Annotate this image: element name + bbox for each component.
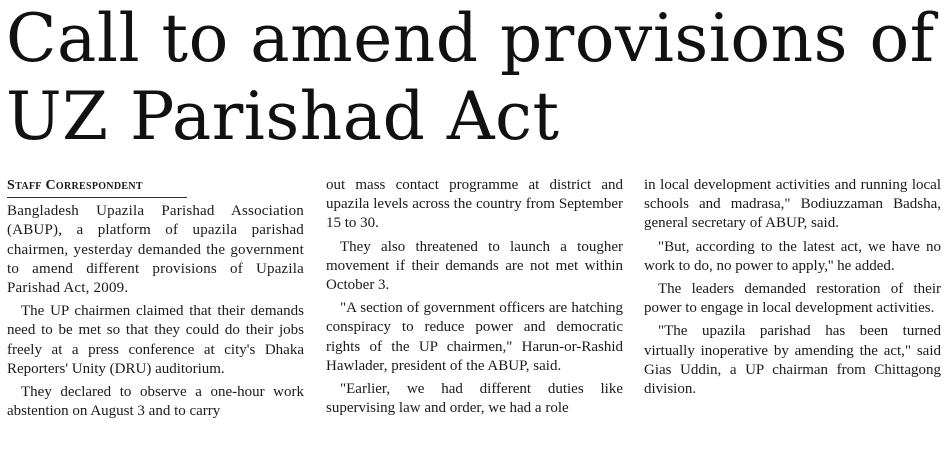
- byline: Staff Correspondent: [7, 176, 187, 198]
- paragraph: They also threatened to launch a tougher movement if their demands are not met within October 3.: [326, 238, 623, 294]
- paragraph: "The upazila parishad has been turned virtually inoperative by amending the act," said Gias Uddin, a UP chairman from Chittagong division.: [644, 323, 941, 398]
- article-column-3: [644, 176, 941, 399]
- paragraph: out mass contact programme at district and upazila levels across the country from September 15 to 30.: [326, 177, 623, 232]
- paragraph: "Earlier, we had different duties like supervising law and order, we had a role: [326, 381, 623, 417]
- paragraph: "A section of government officers are hatching conspiracy to reduce power and democratic rights of the UP chairmen," Harun-or-Rashid Hawlader, president of the ABUP, said.: [326, 300, 623, 374]
- headline: Call to amend provisions of UZ Parishad Act: [6, 0, 935, 155]
- paragraph: They declared to observe a one-hour work abstention on August 3 and to carry: [7, 384, 304, 420]
- paragraph: The leaders demanded restoration of their power to engage in local development activities.: [644, 281, 941, 317]
- paragraph: The UP chairmen claimed that their demands need to be met so that they could do their jobs freely at a press conference at city's Dhaka Reporters' Unity (DRU) auditorium.: [7, 303, 304, 377]
- article-column-1: [7, 176, 304, 421]
- article-column-2: [326, 176, 623, 418]
- paragraph: "But, according to the latest act, we have no work to do, no power to apply,'' he added.: [644, 238, 941, 274]
- paragraph: Bangladesh Upazila Parishad Association (ABUP), a platform of upazila parishad chairmen, yesterday demanded the government to amend different provisions of Upazila Parishad Act, 2009.: [7, 203, 304, 297]
- paragraph: in local development activities and running local schools and madrasa," Bodiuzzaman Badsha, general secretary of ABUP, said.: [644, 177, 941, 232]
